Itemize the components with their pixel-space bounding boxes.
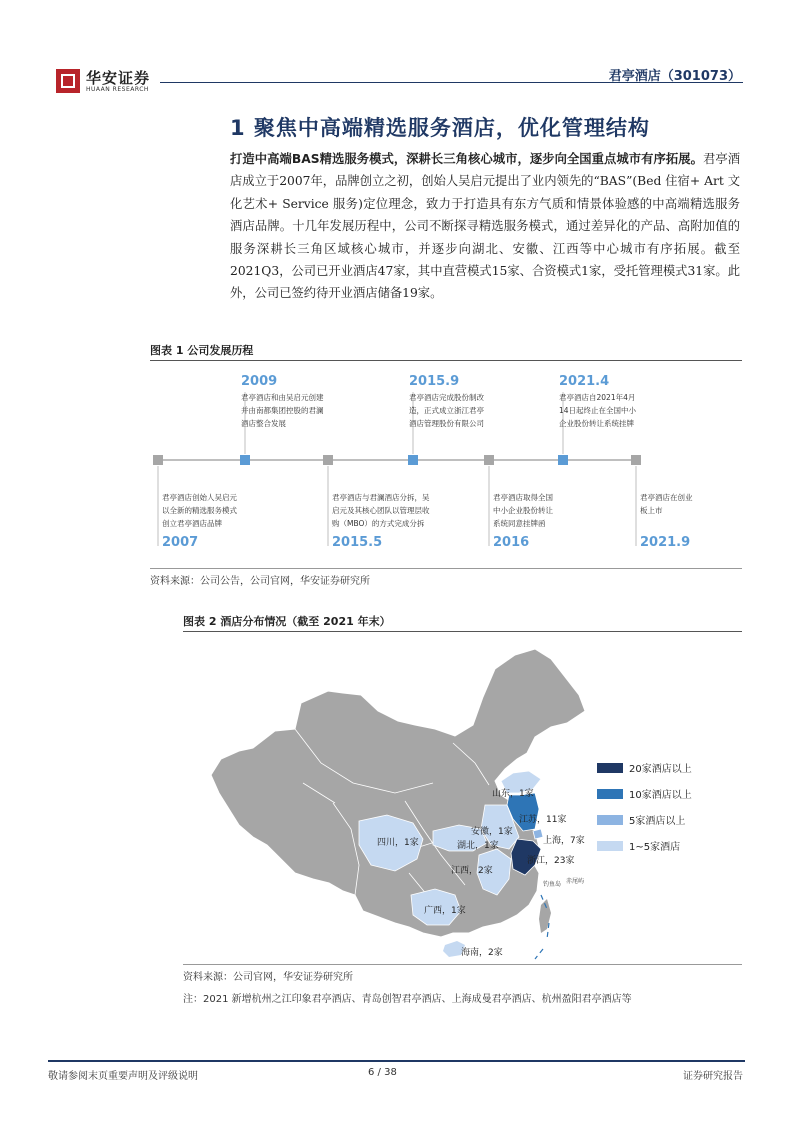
timeline-description: 君亭酒店创始人吴启元	[162, 493, 237, 502]
timeline-description: 君亭酒店与君澜酒店分拆，吴	[332, 493, 430, 502]
page-number: 6 / 38	[368, 1067, 397, 1078]
region-label-anhui: 安徽，1家	[471, 827, 513, 837]
figure1-rule	[150, 360, 742, 361]
legend-label-1to5: 1~5家酒店	[629, 842, 681, 853]
legend-swatch-1to5	[597, 841, 623, 851]
footer-report-type: 证券研究报告	[683, 1071, 743, 1082]
legend-swatch-20plus	[597, 763, 623, 773]
company-logo	[56, 69, 80, 93]
timeline-description: 造，正式成立浙江君亭	[409, 406, 484, 415]
region-label-hubei: 湖北，1家	[457, 841, 499, 851]
timeline-description: 启元及其核心团队以管理层收	[332, 506, 430, 515]
region-label-sichuan: 四川，1家	[377, 838, 419, 848]
timeline-description: 创立君亭酒店品牌	[162, 519, 222, 528]
timeline-node	[240, 455, 250, 465]
timeline-description: 板上市	[640, 506, 663, 515]
timeline-svg	[150, 362, 742, 568]
timeline-description: 君亭酒店完成股份制改	[409, 393, 484, 402]
figure1-timeline	[150, 362, 742, 568]
timeline-node	[631, 455, 641, 465]
timeline-description: 君亭酒店自2021年4月	[559, 393, 636, 402]
section-body	[230, 148, 740, 305]
figure1-source-rule	[150, 568, 742, 569]
timeline-year: 2021.9	[640, 535, 691, 550]
region-label-jiangxi: 江西，2家	[451, 866, 493, 876]
brand-name-cn: 华安证券	[86, 69, 151, 87]
timeline-description: 中小企业股份转让	[493, 506, 553, 515]
figure2-source: 资料来源：公司官网，华安证券研究所	[183, 972, 353, 983]
timeline-year: 2021.4	[559, 374, 610, 389]
region-label-hainan: 海南，2家	[461, 948, 503, 958]
timeline-node	[484, 455, 494, 465]
timeline-node	[558, 455, 568, 465]
timeline-description: 14日起终止在全国中小	[559, 406, 637, 415]
map-legend	[597, 762, 692, 853]
timeline-description: 以全新的精选服务模式	[162, 506, 237, 515]
island-label-diaoyu: 钓鱼岛	[543, 881, 562, 888]
legend-label-10plus: 10家酒店以上	[629, 790, 692, 801]
figure2-note: 注：2021 新增杭州之江印象君亭酒店、青岛创智君亭酒店、上海成曼君亭酒店、杭州盈阳君亭酒店等	[183, 994, 632, 1005]
legend-swatch-10plus	[597, 789, 623, 799]
timeline-node	[153, 455, 163, 465]
figure2-rule	[183, 631, 742, 632]
timeline-description: 并由南都集团控股的君澜	[241, 406, 324, 415]
timeline-year: 2007	[162, 535, 199, 550]
timeline-year: 2015.5	[332, 535, 383, 550]
timeline-description: 君亭酒店在创业	[640, 493, 693, 502]
timeline-description: 君亭酒店和由吴启元创建	[241, 393, 324, 402]
timeline-description: 酒店管理股份有限公司	[409, 419, 484, 428]
region-label-jiangsu: 江苏，11家	[519, 815, 567, 825]
timeline-description: 企业股份转让系统挂牌	[559, 419, 634, 428]
brand-name-en: HUAAN RESEARCH	[86, 86, 149, 93]
figure2-map	[183, 633, 742, 963]
footer-rule	[48, 1060, 745, 1062]
timeline-year: 2016	[493, 535, 530, 550]
figure2-title: 图表 2 酒店分布情况（截至 2021 年末）	[183, 615, 391, 628]
timeline-description: 系统同意挂牌函	[493, 519, 546, 528]
timeline-node	[408, 455, 418, 465]
map-svg	[183, 633, 742, 963]
header-company: 君亭酒店（301073）	[608, 69, 741, 84]
figure1-source: 资料来源：公司公告，公司官网，华安证券研究所	[150, 576, 370, 587]
timeline-year: 2015.9	[409, 374, 460, 389]
footer-disclaimer: 敬请参阅末页重要声明及评级说明	[48, 1071, 198, 1082]
region-label-shanghai: 上海，7家	[543, 836, 585, 846]
timeline-year: 2009	[241, 374, 278, 389]
legend-label-5plus: 5家酒店以上	[629, 816, 686, 827]
section-paragraph: 君亭酒店成立于2007年，品牌创立之初，创始人吴启元提出了业内领先的“BAS”(Bed 住宿+ Art 文化艺术+ Service 服务)定位理念，致力于打造具有东方气质和情景体验感的中高端精选服务酒店品牌。十几年发展历程中，公司不断探寻精选服务模式，通过差异化的产品、高附加值的服务深耕长三角区域核心城市，并逐步向湖北、安徽、江西等中心城市有序拓展。截至2021Q3，公司已开业酒店47家，其中直营模式15家、合资模式1家，受托管理模式31家。此外，公司已签约待开业酒店储备19家。	[230, 152, 740, 301]
timeline-description: 君亭酒店取得全国	[493, 493, 553, 502]
region-label-guangxi: 广西，1家	[424, 906, 466, 916]
timeline-description: 酒店整合发展	[241, 419, 286, 428]
figure2-source-rule	[183, 964, 742, 965]
region-label-zhejiang: 浙江，23家	[527, 856, 575, 866]
section-heading: 1 聚焦中高端精选服务酒店，优化管理结构	[230, 116, 650, 140]
legend-swatch-5plus	[597, 815, 623, 825]
shanghai-province	[533, 829, 543, 839]
timeline-node	[323, 455, 333, 465]
legend-label-20plus: 20家酒店以上	[629, 764, 692, 775]
section-lead: 打造中高端BAS精选服务模式，深耕长三角核心城市，逐步向全国重点城市有序拓展。	[230, 152, 703, 166]
island-label-chiwei: 赤尾屿	[566, 878, 585, 885]
region-label-shandong: 山东，1家	[492, 789, 534, 799]
figure1-title: 图表 1 公司发展历程	[150, 344, 254, 357]
timeline-description: 购（MBO）的方式完成分拆	[332, 519, 425, 528]
